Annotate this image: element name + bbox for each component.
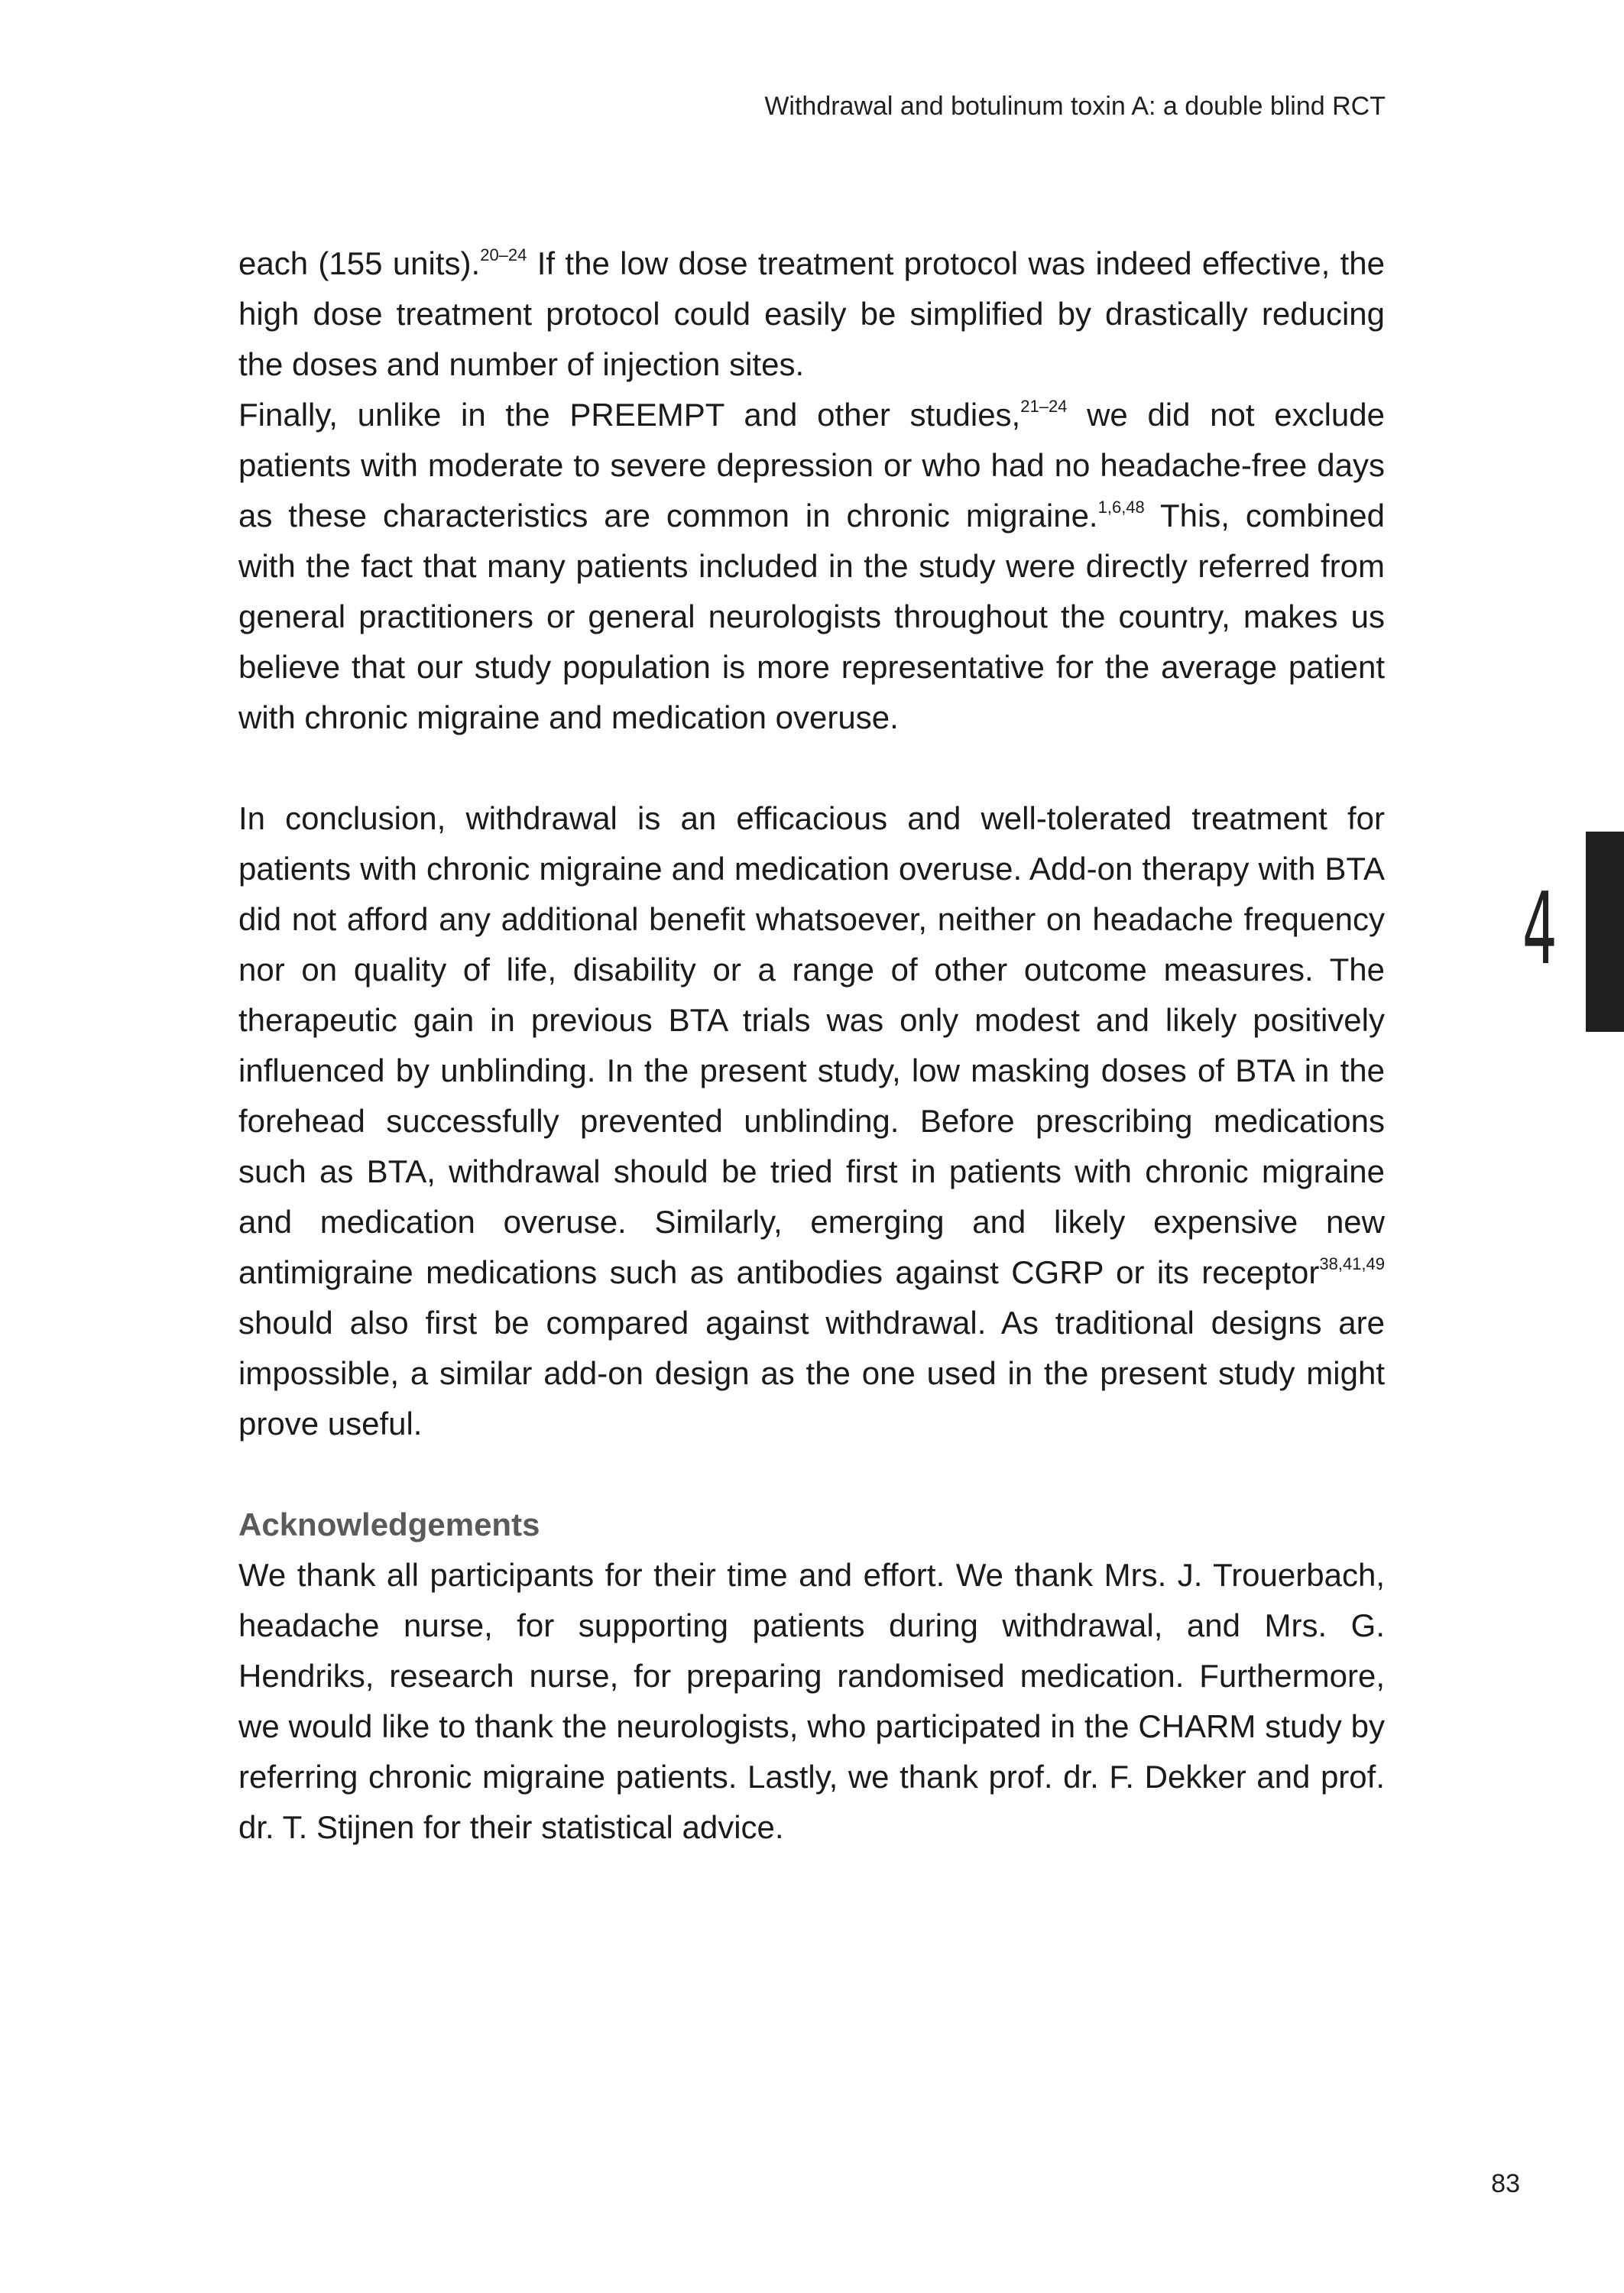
main-body-text — [238, 238, 1385, 1853]
citation-superscript: 21–24 — [1020, 397, 1068, 416]
paragraph-study-population — [238, 390, 1385, 743]
acknowledgements-heading: Acknowledgements — [238, 1507, 540, 1542]
citation-superscript: 20–24 — [480, 245, 527, 264]
citation-superscript: 1,6,48 — [1097, 498, 1145, 517]
paragraph-text: In conclusion, withdrawal is an efficacious and well-tolerated treatment for patients with chronic migraine and medication overuse. Add-on therapy with BTA did not afford any additional benefit whatsoever, neither on headache frequency nor on quality of life, disability or a range of other outcome measures. The therapeutic gain in previous BTA trials was only modest and likely positively influenced by unblinding. In the present study, low masking doses of BTA in the forehead successfully prevented unblinding. Before prescribing medications such as BTA, withdrawal should be tried first in patients with chronic migraine and medication overuse. Similarly, emerging and likely expensive new antimigraine medications such as antibodies against CGRP or its receptor — [238, 800, 1385, 1290]
paragraph-text: should also first be compared against withdrawal. As traditional designs are impossible, a similar add-on design as the one used in the present study might prove useful. — [238, 1305, 1385, 1442]
paragraph-low-dose-protocol — [238, 238, 1385, 390]
paragraph-text: This, combined with the fact that many patients included in the study were directly referred from general practitioners or general neurologists throughout the country, makes us believe that our study population is more representative for the average patient with chronic migraine and medication overuse. — [238, 498, 1386, 735]
chapter-tab-marker — [1586, 832, 1624, 1032]
paragraph-text: each (155 units). — [238, 245, 481, 281]
page-number: 83 — [1491, 2169, 1520, 2198]
paragraph-conclusion — [238, 793, 1385, 1449]
paragraph-text: we did not exclude patients with moderate to severe depression or who had no headache-free days as these characteristics are common in chronic migraine. — [238, 397, 1385, 534]
running-header: Withdrawal and botulinum toxin A: a double blind RCT — [764, 92, 1386, 121]
paragraph-text: If the low dose treatment protocol was indeed effective, the high dose treatment protocol could easily be simplified by drastically reducing the doses and number of injection sites. — [238, 245, 1385, 382]
acknowledgements-paragraph: We thank all participants for their time and effort. We thank Mrs. J. Trouerbach, headache nurse, for supporting patients during withdrawal, and Mrs. G. Hendriks, research nurse, for preparing randomised medication. Furthermore, we would like to thank the neurologists, who participated in the CHARM study by referring chronic migraine patients. Lastly, we thank prof. dr. F. Dekker and prof. dr. T. Stijnen for their statistical advice. — [238, 1557, 1385, 1845]
paragraph-text: Finally, unlike in the PREEMPT and other studies, — [238, 397, 1021, 433]
citation-superscript: 38,41,49 — [1319, 1254, 1385, 1273]
chapter-number: 4 — [1522, 871, 1558, 987]
